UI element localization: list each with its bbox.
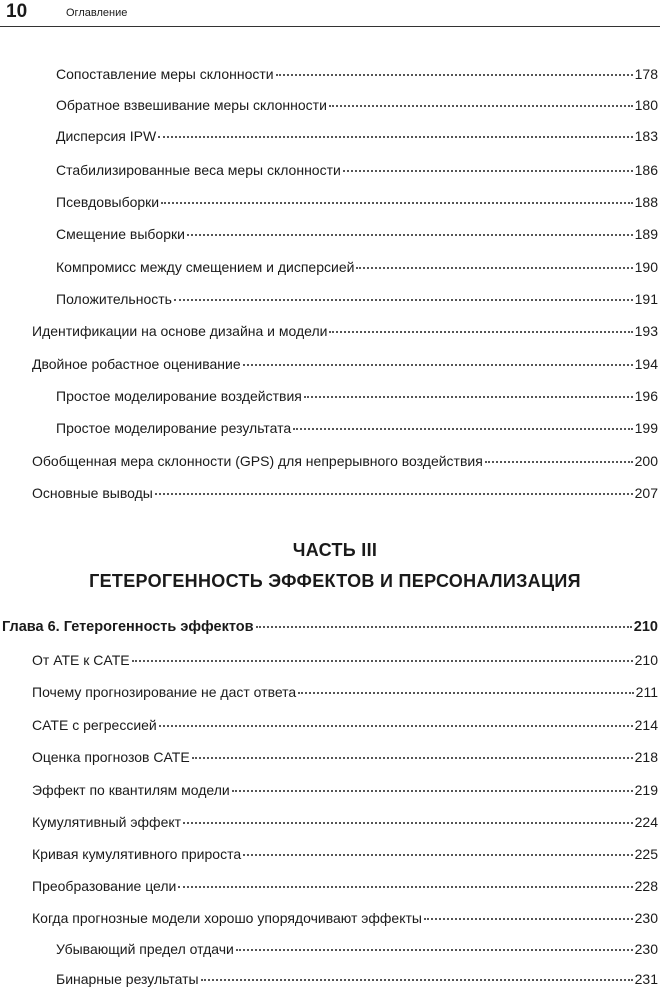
toc-entry-page: 186 [634, 162, 658, 178]
toc-entry-page: 210 [634, 652, 658, 668]
dot-leader [304, 395, 633, 398]
toc-entry-page: 211 [635, 684, 658, 700]
toc-entry-page: 219 [634, 782, 658, 798]
toc-entry[interactable] [56, 127, 658, 145]
toc-entry-title: Преобразование цели [32, 878, 177, 894]
toc-entry-title: Основные выводы [32, 485, 153, 501]
dot-leader [158, 135, 632, 138]
toc-entry-page: 199 [634, 420, 658, 436]
toc-entry[interactable] [32, 683, 658, 701]
toc-entry-page: 190 [634, 259, 658, 275]
toc-entry[interactable] [32, 452, 658, 470]
toc-entry[interactable] [32, 651, 658, 669]
toc-entry-page: 178 [634, 66, 658, 82]
toc-entry-title: Кумулятивный эффект [32, 814, 182, 830]
dot-leader [192, 756, 633, 759]
toc-entry-page: 188 [634, 194, 658, 210]
toc-entry[interactable] [32, 845, 658, 863]
toc-entry-title: Почему прогнозирование не даст ответа [32, 684, 297, 700]
toc-entry[interactable] [56, 387, 658, 405]
toc-entry[interactable] [56, 258, 658, 276]
toc-entry[interactable] [32, 909, 658, 927]
toc-entry-title: Положительность [56, 291, 172, 307]
toc-entry-page: 183 [634, 128, 658, 144]
dot-leader [155, 492, 633, 495]
toc-entry-page: 193 [634, 323, 658, 339]
toc-entry[interactable] [56, 970, 658, 988]
toc-entry[interactable] [32, 781, 658, 799]
toc-entry-page: 189 [634, 226, 658, 242]
dot-leader [485, 460, 633, 463]
toc-entry-title: Обобщенная мера склонности (GPS) для непрерывного воздействия [32, 453, 483, 469]
toc-entry-title: Идентификации на основе дизайна и модели [32, 323, 328, 339]
toc-entry[interactable] [56, 96, 658, 114]
dot-leader [183, 821, 633, 824]
toc-entry[interactable] [32, 877, 658, 895]
toc-entry[interactable] [32, 322, 658, 340]
toc-entry[interactable] [32, 716, 658, 734]
toc-entry-page: 196 [634, 388, 658, 404]
dot-leader [132, 659, 633, 662]
toc-entry-title: Псевдовыборки [56, 194, 160, 210]
toc-entry-page: 207 [634, 485, 658, 501]
toc-entry-title: Оценка прогнозов CATE [32, 749, 190, 765]
dot-leader [329, 104, 633, 107]
toc-entry-title: Дисперсия IPW [56, 128, 157, 144]
dot-leader [232, 789, 633, 792]
dot-leader [236, 948, 633, 951]
toc-entry-title: CATE с регрессией [32, 717, 157, 733]
dot-leader [178, 885, 632, 888]
toc-entry-title: Смещение выборки [56, 226, 185, 242]
toc-entry-page: 214 [634, 717, 658, 733]
toc-entry-page: 231 [634, 971, 658, 987]
dot-leader [276, 73, 633, 76]
toc-entry-page: 228 [634, 878, 658, 894]
toc-entry[interactable] [32, 748, 658, 766]
chapter-page: 210 [633, 619, 658, 635]
toc-entry-title: От ATE к CATE [32, 652, 130, 668]
toc-entry[interactable] [56, 290, 658, 308]
dot-leader [187, 233, 633, 236]
toc-entry-title: Эффект по квантилям модели [32, 782, 230, 798]
toc-entry-title: Двойное робастное оценивание [32, 356, 241, 372]
running-header [0, 0, 660, 27]
toc-entry-page: 218 [634, 749, 658, 765]
toc-entry-page: 191 [634, 291, 658, 307]
chapter-title: Глава 6. Гетерогенность эффектов [2, 619, 254, 635]
toc-entry[interactable] [56, 65, 658, 83]
part-label: ЧАСТЬ III [292, 540, 378, 560]
toc-entry-page: 200 [634, 453, 658, 469]
toc-entry-title: Сопоставление меры склонности [56, 66, 274, 82]
toc-entry[interactable] [32, 484, 658, 502]
toc-entry-title: Бинарные результаты [56, 971, 199, 987]
toc-entry-title: Простое моделирование результата [56, 420, 292, 436]
dot-leader [161, 201, 633, 204]
toc-entry-title: Когда прогнозные модели хорошо упорядочивают эффекты [32, 910, 422, 926]
dot-leader [343, 169, 633, 172]
dot-leader [159, 724, 633, 727]
toc-entry[interactable] [32, 813, 658, 831]
toc-entry-title: Простое моделирование воздействия [56, 388, 302, 404]
toc-entry-page: 194 [634, 356, 658, 372]
dot-leader [243, 363, 633, 366]
toc-entry-page: 230 [634, 910, 658, 926]
dot-leader [329, 330, 632, 333]
toc-entry[interactable] [56, 193, 658, 211]
toc-entry-title: Стабилизированные веса меры склонности [56, 162, 341, 178]
toc-entry-title: Компромисс между смещением и дисперсией [56, 259, 355, 275]
toc-entry[interactable] [32, 355, 658, 373]
toc-entry[interactable] [56, 225, 658, 243]
dot-leader [256, 625, 632, 628]
toc-entry-page: 230 [634, 941, 658, 957]
toc-entry-page: 225 [634, 846, 658, 862]
dot-leader [424, 917, 633, 920]
toc-entry-page: 224 [634, 814, 658, 830]
part-title: ГЕТЕРОГЕННОСТЬ ЭФФЕКТОВ И ПЕРСОНАЛИЗАЦИЯ [89, 571, 581, 591]
toc-entry[interactable] [56, 419, 658, 437]
toc-entry-page: 180 [634, 97, 658, 113]
toc-entry[interactable] [56, 161, 658, 179]
dot-leader [293, 427, 632, 430]
toc-entry-title: Кривая кумулятивного прироста [32, 846, 242, 862]
toc-entry-title: Убывающий предел отдачи [56, 941, 234, 957]
dot-leader [174, 298, 633, 301]
toc-entry[interactable] [56, 940, 658, 958]
dot-leader [356, 266, 632, 269]
toc-entry-title: Обратное взвешивание меры склонности [56, 97, 327, 113]
running-title: Оглавление [66, 7, 128, 19]
dot-leader [201, 978, 633, 981]
dot-leader [298, 691, 633, 694]
page-number: 10 [6, 1, 28, 22]
dot-leader [243, 853, 633, 856]
chapter-entry[interactable] [2, 618, 658, 636]
